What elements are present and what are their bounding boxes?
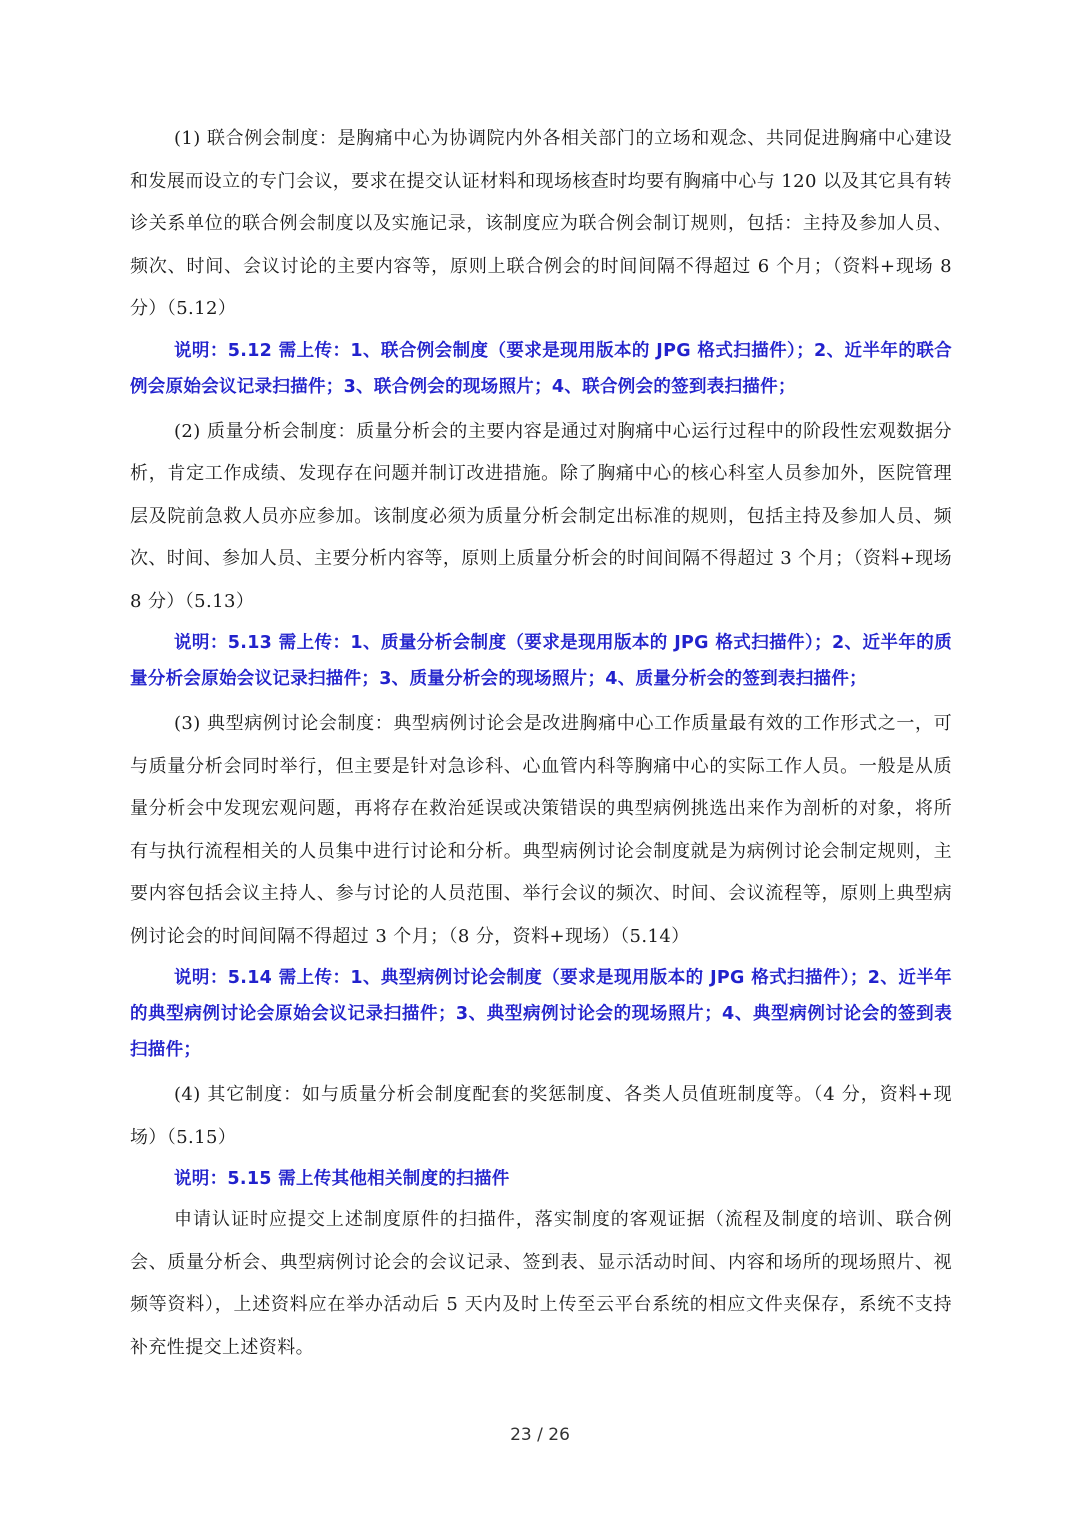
paragraph-other-rules: (4) 其它制度：如与质量分析会制度配套的奖惩制度、各类人员值班制度等。（4 分，资料+现场）（5.15） xyxy=(130,1084,952,1148)
paragraph-case-discussion: (3) 典型病例讨论会制度：典型病例讨论会是改进胸痛中心工作质量最有效的工作形式之一，可与质量分析会同时举行，但主要是针对急诊科、心血管内科等胸痛中心的实际工作人员。一般是从质量分析会中发现宏观问题，再将存在救治延误或决策错误的典型病例挑选出来作为剖析的对象，将所有与执行流程相关的人员集中进行讨论和分析。典型病例讨论会制度就是为病例讨论会制定规则，主要内容包括会议主持人、参与讨论的人员范围、举行会议的频次、时间、会议流程等，原则上典型病例讨论会的时间间隔不得超过 3 个月；（8 分，资料+现场）（5.14） xyxy=(130,713,952,947)
paragraph-joint-meeting: (1) 联合例会制度：是胸痛中心为协调院内外各相关部门的立场和观念、共同促进胸痛中心建设和发展而设立的专门会议，要求在提交认证材料和现场核查时均要有胸痛中心与 120 以及其它具有转诊关系单位的联合例会制度以及实施记录，该制度应为联合例会制订规则，包括：主持及参加人员、频次、时间、会议讨论的主要内容等，原则上联合例会的时间间隔不得超过 6 个月；（资料+现场 8 分）（5.12） xyxy=(130,128,952,319)
note-5-14: 说明：5.14 需上传：1、典型病例讨论会制度（要求是现用版本的 JPG 格式扫描件）；2、近半年的典型病例讨论会原始会议记录扫描件；3、典型病例讨论会的现场照片；4、典型病例讨论会的签到表扫描件； xyxy=(130,968,952,1060)
document-page xyxy=(130,118,952,1369)
page-number: 23 / 26 xyxy=(510,1425,570,1445)
paragraph-closing: 申请认证时应提交上述制度原件的扫描件，落实制度的客观证据（流程及制度的培训、联合例会、质量分析会、典型病例讨论会的会议记录、签到表、显示活动时间、内容和场所的现场照片、视频等资料），上述资料应在举办活动后 5 天内及时上传至云平台系统的相应文件夹保存，系统不支持补充性提交上述资料。 xyxy=(130,1209,952,1358)
note-5-12: 说明：5.12 需上传：1、联合例会制度（要求是现用版本的 JPG 格式扫描件）；2、近半年的联合例会原始会议记录扫描件；3、联合例会的现场照片；4、联合例会的签到表扫描件； xyxy=(130,340,952,397)
note-5-13: 说明：5.13 需上传：1、质量分析会制度（要求是现用版本的 JPG 格式扫描件）；2、近半年的质量分析会原始会议记录扫描件；3、质量分析会的现场照片；4、质量分析会的签到表扫描件； xyxy=(130,633,952,689)
note-5-15: 说明：5.15 需上传其他相关制度的扫描件 xyxy=(174,1169,510,1189)
paragraph-quality-analysis: (2) 质量分析会制度：质量分析会的主要内容是通过对胸痛中心运行过程中的阶段性宏观数据分析，肯定工作成绩、发现存在问题并制订改进措施。除了胸痛中心的核心科室人员参加外，医院管理层及院前急救人员亦应参加。该制度必须为质量分析会制定出标准的规则，包括主持及参加人员、频次、时间、参加人员、主要分析内容等，原则上质量分析会的时间间隔不得超过 3 个月；（资料+现场 8 分）（5.13） xyxy=(130,420,952,612)
